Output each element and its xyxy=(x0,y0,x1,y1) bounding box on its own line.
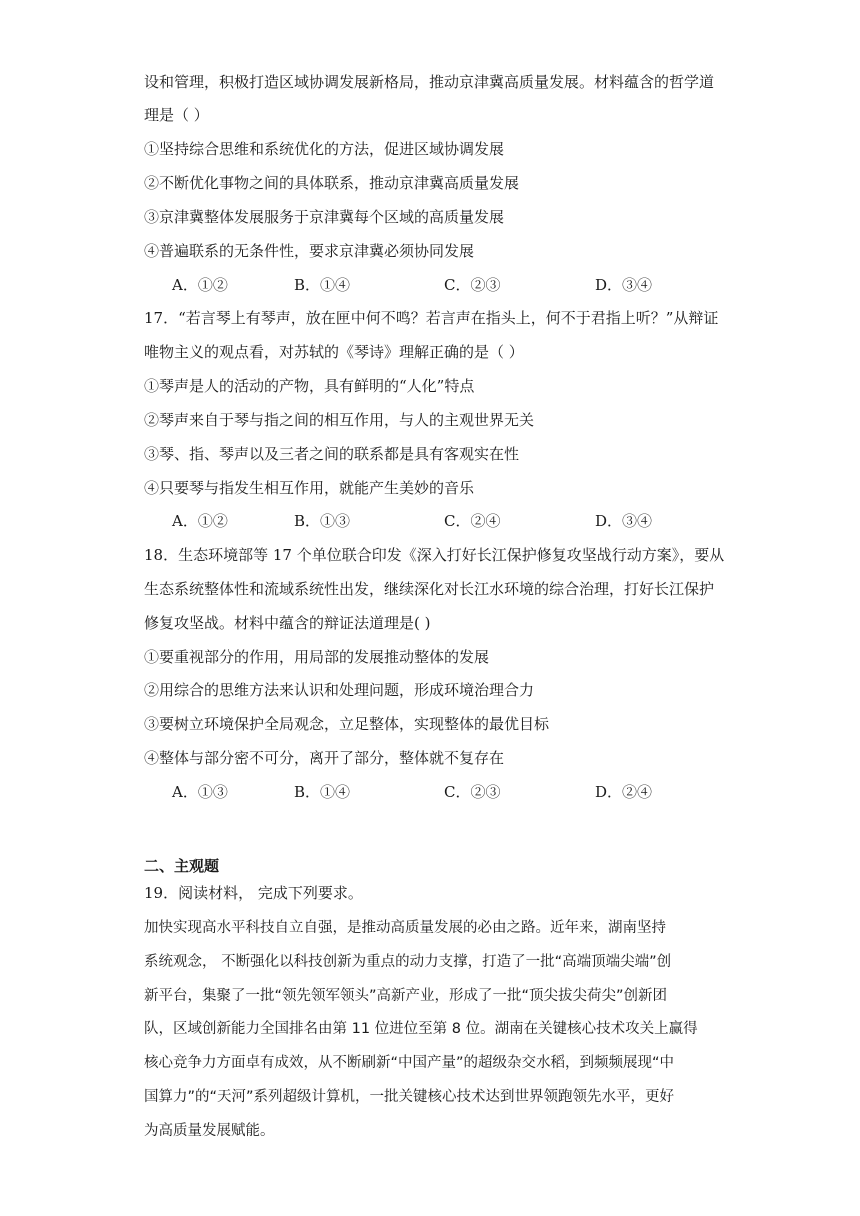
q17-item-3: ③琴、指、琴声以及三者之间的联系都是具有客观实在性 xyxy=(144,445,520,463)
q16-item-3: ③京津冀整体发展服务于京津冀每个区域的高质量发展 xyxy=(144,208,505,226)
q18-item-2: ②用综合的思维方法来认识和处理问题，形成环境治理合力 xyxy=(144,681,535,699)
q17-option-c[interactable]: C．②④ xyxy=(444,512,501,530)
q19-material-line-2: 系统观念， 不断强化以科技创新为重点的动力支撑，打造了一批“高端顶端尖端”创 xyxy=(144,954,672,970)
q19-material-line-7: 为高质量发展赋能。 xyxy=(144,1123,275,1139)
q19-material-line-5: 核心竞争力方面卓有成效，从不断刷新“中国产量”的超级杂交水稻，到频频展现“中 xyxy=(144,1055,675,1071)
q19-material-line-3: 新平台，集聚了一批“领先领军领头”高新产业，形成了一批“顶尖拔尖荷尖”创新团 xyxy=(144,988,668,1004)
q17-item-4: ④只要琴与指发生相互作用，就能产生美妙的音乐 xyxy=(144,479,475,497)
q18-stem-line-3: 修复攻坚战。材料中蕴含的辩证法道理是( ) xyxy=(144,614,431,632)
section-title: 二、主观题 xyxy=(144,857,220,875)
q18-option-c[interactable]: C．②③ xyxy=(444,783,501,801)
q16-item-2: ②不断优化事物之间的具体联系，推动京津冀高质量发展 xyxy=(144,174,520,192)
q16-item-1: ①坚持综合思维和系统优化的方法，促进区域协调发展 xyxy=(144,140,505,158)
q17-option-a[interactable]: A．①② xyxy=(172,512,228,530)
q18-item-3: ③要树立环境保护全局观念，立足整体，实现整体的最优目标 xyxy=(144,715,550,733)
q16-stem-line-2: 理是（ ） xyxy=(144,106,209,124)
q17-item-2: ②琴声来自于琴与指之间的相互作用，与人的主观世界无关 xyxy=(144,411,535,429)
q18-item-4: ④整体与部分密不可分，离开了部分，整体就不复存在 xyxy=(144,749,505,767)
q18-option-a[interactable]: A．①③ xyxy=(172,783,228,801)
q16-stem-line-1: 设和管理，积极打造区域协调发展新格局，推动京津冀高质量发展。材料蕴含的哲学道 xyxy=(144,73,715,91)
q19-material-line-1: 加快实现高水平科技自立自强，是推动高质量发展的必由之路。近年来，湖南坚持 xyxy=(144,920,666,936)
q17-item-1: ①琴声是人的活动的产物，具有鲜明的“人化”特点 xyxy=(144,377,475,395)
q19-material-line-6: 国算力”的“天河”系列超级计算机，一批关键核心技术达到世界领跑领先水平，更好 xyxy=(144,1089,675,1105)
q18-stem-line-1: 18．生态环境部等 17 个单位联合印发《深入打好长江保护修复攻坚战行动方案》，要从 xyxy=(144,546,725,564)
q18-stem-line-2: 生态系统整体性和流域系统性出发，继续深化对长江水环境的综合治理，打好长江保护 xyxy=(144,580,715,598)
q16-option-a[interactable]: A．①② xyxy=(172,276,228,294)
q17-stem-line-2: 唯物主义的观点看，对苏轼的《琴诗》理解正确的是（ ） xyxy=(144,343,524,361)
q18-item-1: ①要重视部分的作用，用局部的发展推动整体的发展 xyxy=(144,648,490,666)
q17-option-b[interactable]: B．①③ xyxy=(294,512,351,530)
q18-option-b[interactable]: B．①④ xyxy=(294,783,351,801)
q16-option-d[interactable]: D．③④ xyxy=(595,276,653,294)
q17-stem-line-1: 17．“若言琴上有琴声，放在匣中何不鸣？若言声在指头上，何不于君指上听？”从辩证 xyxy=(144,309,719,327)
q19-intro: 19．阅读材料， 完成下列要求。 xyxy=(144,884,363,902)
q18-option-d[interactable]: D．②④ xyxy=(595,783,653,801)
q17-option-d[interactable]: D．③④ xyxy=(595,512,653,530)
q16-item-4: ④普遍联系的无条件性，要求京津冀必须协同发展 xyxy=(144,242,475,260)
q16-option-c[interactable]: C．②③ xyxy=(444,276,501,294)
q16-option-b[interactable]: B．①④ xyxy=(294,276,351,294)
q19-material-line-4: 队，区域创新能力全国排名由第 11 位进位至第 8 位。湖南在关键核心技术攻关上赢得 xyxy=(144,1021,698,1037)
